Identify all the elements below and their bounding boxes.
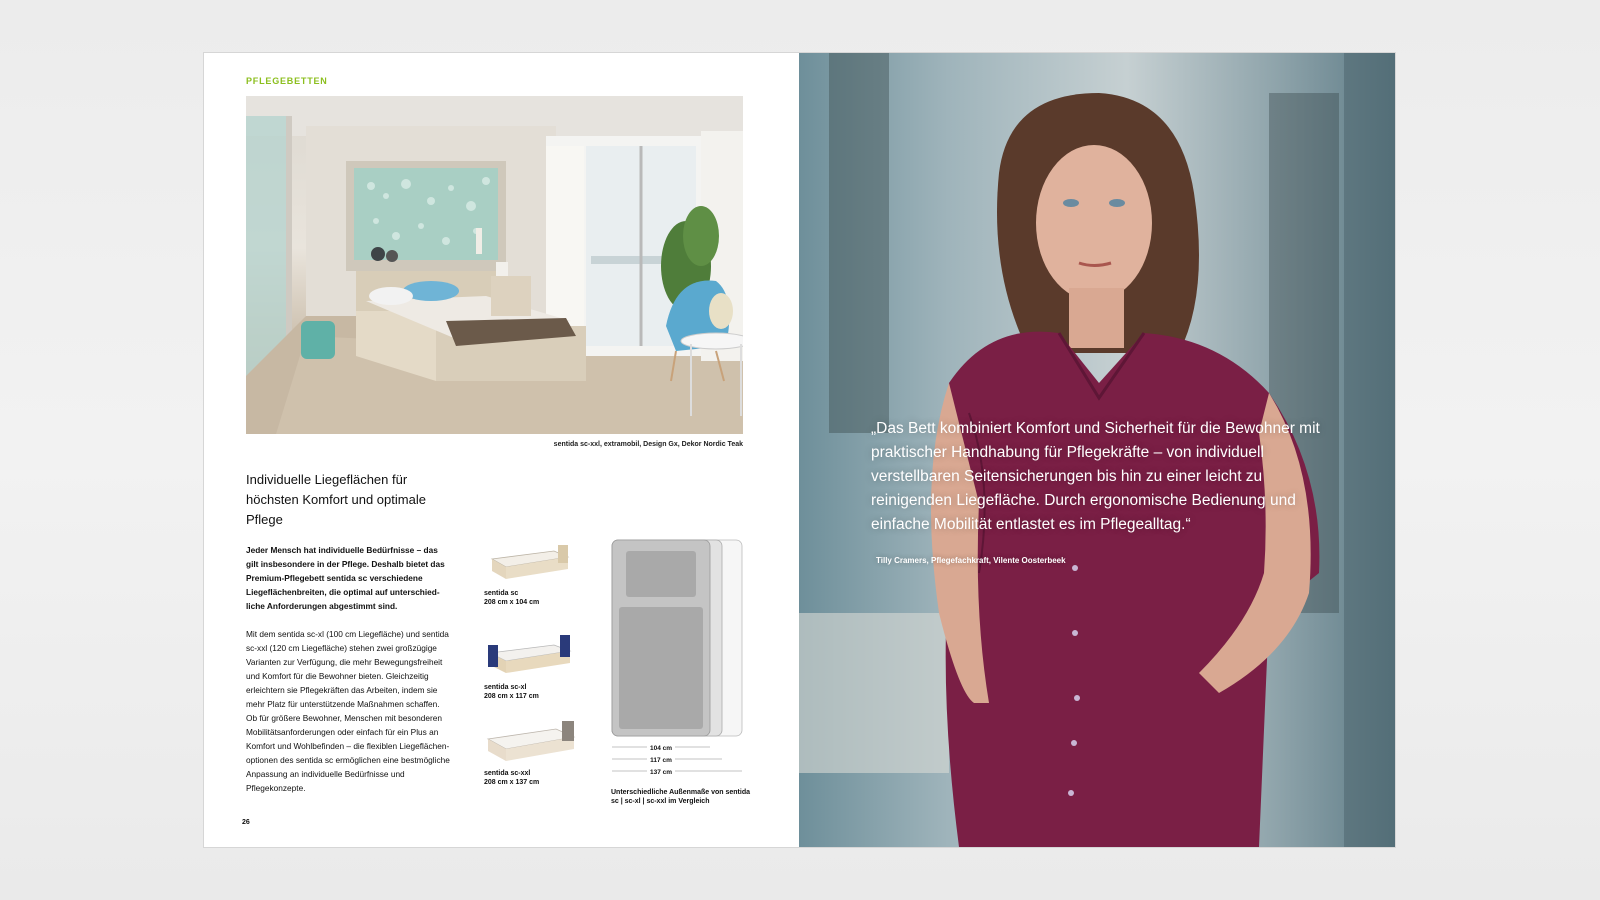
comparison-note: Unterschiedliche Außenmaße von sentida sc | sc-xl | sc-xxl im Vergleich [611, 789, 750, 805]
bed-variant-sc [484, 541, 594, 607]
right-page [799, 53, 1395, 847]
section-headline: Individuelle Liegeflächen für höchsten Komfort und optimale Pflege [246, 472, 426, 527]
bed-sc-xl-dims: 208 cm x 117 cm [484, 693, 539, 700]
bed-sc-name: sentida sc [484, 590, 519, 597]
bed-sc-xxl-icon [484, 717, 576, 765]
width-label-sc-xxl: 137 cm [649, 769, 673, 776]
bed-sc-xl-name: sentida sc-xl [484, 684, 527, 691]
intro-paragraph: Jeder Mensch hat individuelle Bedürfnisse – das gilt insbesondere in der Pflege. Deshalb bietet das Premium-Pflegebett sentida sc verschiedene Liegeflächenbreiten, die optimal auf unterschiedliche Anforderungen abgestimmt sind. [246, 545, 445, 611]
room-photo [246, 96, 743, 434]
bed-sc-xxl-dims: 208 cm x 137 cm [484, 779, 540, 786]
bed-sc-xxl-name: sentida sc-xxl [484, 770, 531, 777]
bed-variant-sc-xl [484, 633, 594, 701]
quote-author: Tilly Cramers, Pflegefachkraft, Vilente Oosterbeek [876, 556, 1066, 565]
width-comparison-diagram [611, 539, 751, 819]
body-paragraph: Mit dem sentida sc-xl (100 cm Liegefläche) und sentida sc-xxl (120 cm Liegefläche) stehen zwei großzügige Varianten zur Verfügung, die mehr Bewegungsfreiheit und Komfort für die Bewohner bieten. Gleichzeitig erleichtern sie Pflegekräften das Arbeiten, indem sie mehr Platz für unterstützende Maßnahmen schaffen. Ob für größere Bewohner, Menschen mit besonderen Mobilitätsanforderungen oder einfach für ein Plus an Komfort und Wohlbefinden – die flexiblen Liegeflächenoptionen des sentida sc ermöglichen eine bestmögliche Anpassung an individuelle Bedürfnisse und Pflegekonzepte. [246, 629, 450, 793]
section-label: PFLEGEBETTEN [246, 76, 328, 86]
bed-variant-sc-xxl [484, 717, 594, 787]
page-number: 26 [242, 819, 250, 826]
photo-caption: sentida sc-xxl, extramobil, Design Gx, Dekor Nordic Teak [553, 441, 743, 448]
testimonial-quote: „Das Bett kombiniert Komfort und Sicherheit für die Bewohner mit praktischer Handhabung für Pflegekräfte – von individuell verstellbaren Seitensicherungen bis hin zu einer leicht zu reinigenden Liegefläche. Durch ergonomische Bedienung und einfache Mobilität entlastet es im Pflegealltag.“ [871, 420, 1320, 533]
bed-sc-icon [484, 541, 574, 585]
width-label-sc: 104 cm [649, 745, 673, 752]
bed-sc-dims: 208 cm x 104 cm [484, 599, 540, 606]
width-label-sc-xl: 117 cm [650, 757, 672, 764]
bed-sc-xl-icon [484, 633, 574, 679]
left-page [204, 53, 799, 847]
brochure-spread [204, 53, 1395, 847]
